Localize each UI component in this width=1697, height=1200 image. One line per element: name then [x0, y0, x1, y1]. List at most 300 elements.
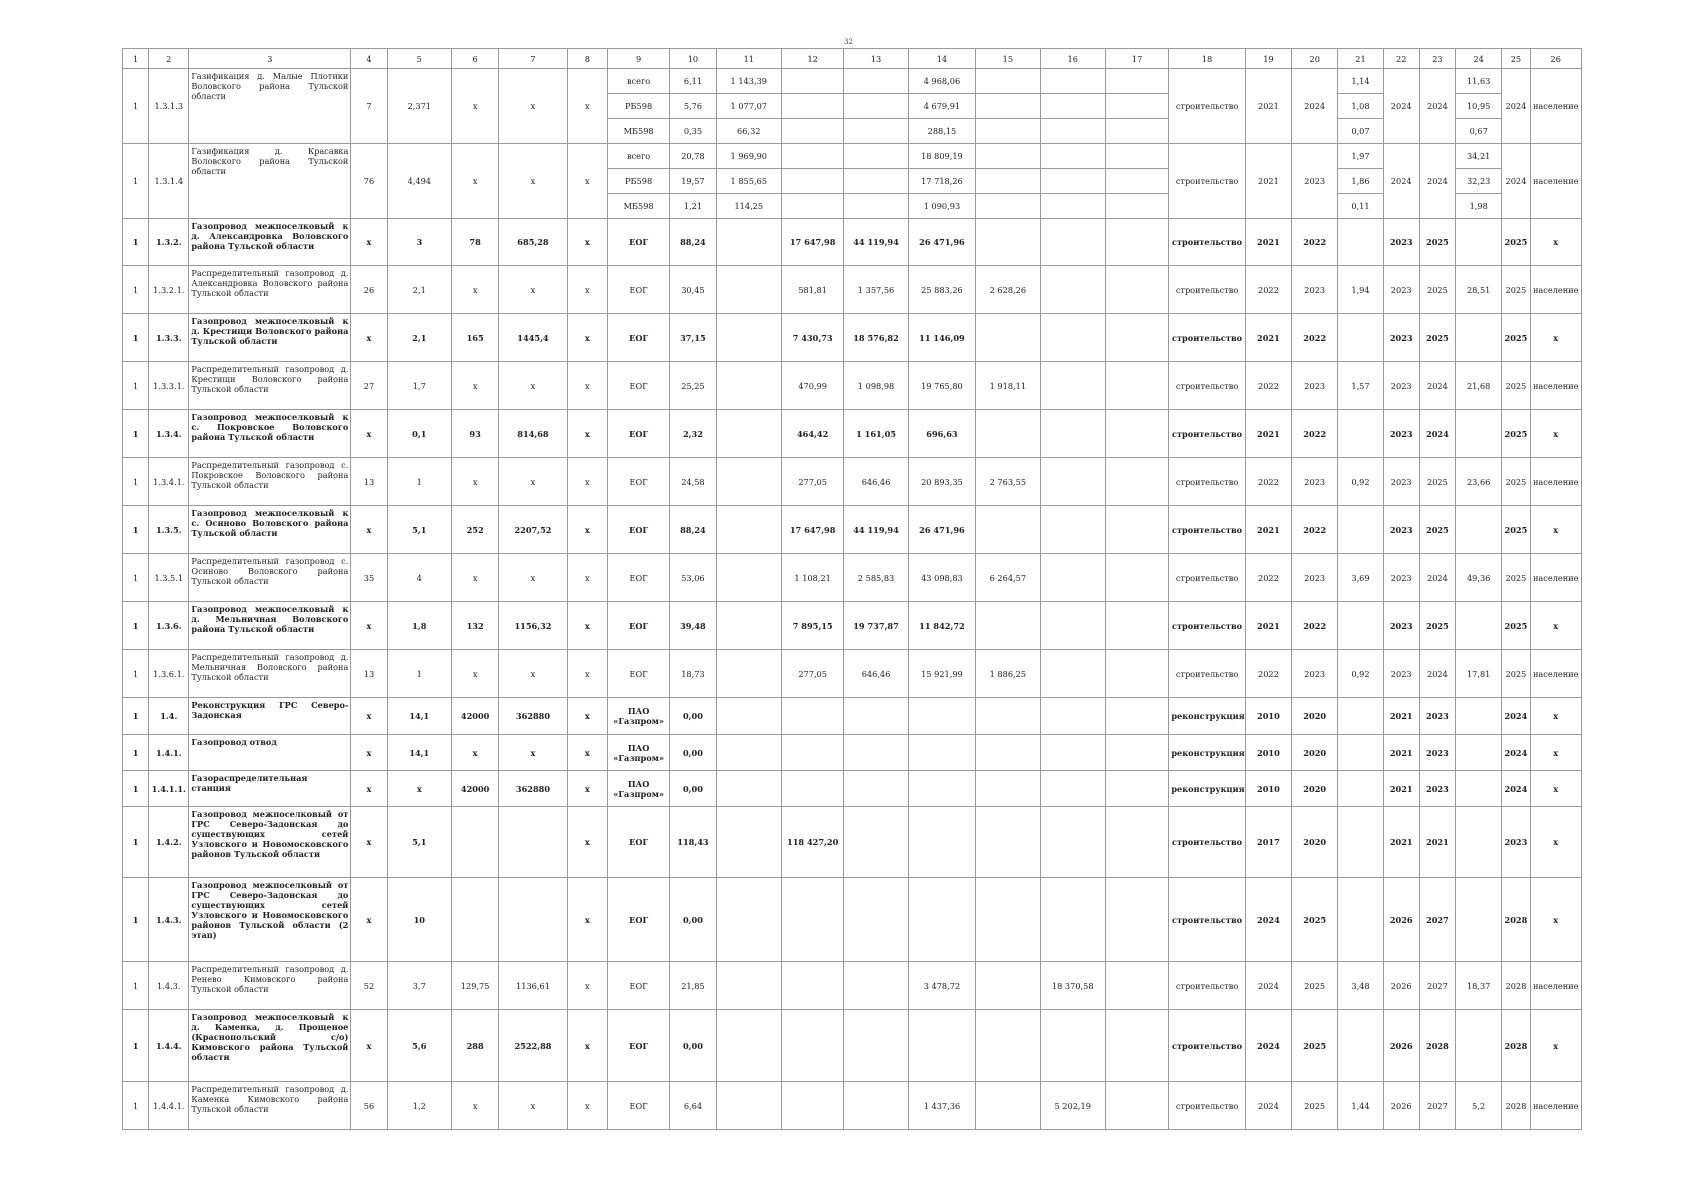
table-cell: х [499, 1082, 567, 1130]
table-cell: 1,08 [1338, 94, 1383, 119]
column-header: 10 [670, 49, 716, 69]
table-cell: Распределительный газопровод с. Покровское Воловского района Тульской области [189, 458, 351, 506]
column-header: 7 [499, 49, 567, 69]
table-cell: 1.4.3. [149, 878, 189, 962]
table-cell: 2023 [1292, 362, 1338, 410]
table-cell: 3 478,72 [908, 962, 975, 1010]
table-cell [716, 962, 781, 1010]
table-cell: 1.4.1. [149, 735, 189, 771]
table-cell: 20 893,35 [908, 458, 975, 506]
table-cell: 17 647,98 [781, 506, 843, 554]
table-cell: 37,15 [670, 314, 716, 362]
table-cell: 1 855,65 [716, 169, 781, 194]
table-cell [1338, 602, 1383, 650]
table-cell: 1.4.2. [149, 807, 189, 878]
table-cell: 470,99 [781, 362, 843, 410]
table-cell: Распределительный газопровод д. Александровка Воловского района Тульской области [189, 266, 351, 314]
table-cell: 1 [387, 650, 451, 698]
table-cell [844, 807, 908, 878]
table-cell [1040, 506, 1105, 554]
table-cell: 1 [123, 410, 149, 458]
table-cell: 27 [351, 362, 387, 410]
table-cell: 2021 [1383, 735, 1419, 771]
table-cell: 19,57 [670, 169, 716, 194]
table-cell [781, 94, 843, 119]
table-cell: 21,68 [1456, 362, 1502, 410]
table-row [123, 807, 1582, 878]
table-cell [976, 602, 1040, 650]
table-cell [908, 698, 975, 735]
table-cell: ЕОГ [607, 314, 669, 362]
column-header: 24 [1456, 49, 1502, 69]
table-cell: 1 [123, 735, 149, 771]
table-cell: 18 576,82 [844, 314, 908, 362]
table-cell [781, 1082, 843, 1130]
table-cell: 1,44 [1338, 1082, 1383, 1130]
table-cell: 10 [387, 878, 451, 962]
table-cell: 44 119,94 [844, 219, 908, 266]
table-cell: 2022 [1292, 410, 1338, 458]
table-cell: 4 [387, 554, 451, 602]
table-cell [1040, 362, 1105, 410]
table-cell: 2,371 [387, 69, 451, 144]
table-cell: 1 [123, 807, 149, 878]
table-cell: 2023 [1383, 554, 1419, 602]
table-cell: ЕОГ [607, 962, 669, 1010]
table-cell [908, 735, 975, 771]
table-cell: 2023 [1383, 219, 1419, 266]
table-cell: 2022 [1292, 506, 1338, 554]
table-cell [716, 314, 781, 362]
table-cell: 1.4.4.1. [149, 1082, 189, 1130]
table-cell: ЕОГ [607, 458, 669, 506]
table-cell: 0,35 [670, 119, 716, 144]
table-cell: 1 [123, 554, 149, 602]
table-cell: 0,92 [1338, 458, 1383, 506]
table-cell: МБ598 [607, 119, 669, 144]
table-cell: 1 [123, 458, 149, 506]
table-cell: х [1530, 1010, 1582, 1082]
table-cell: 2024 [1419, 410, 1455, 458]
table-cell: 2022 [1245, 362, 1291, 410]
table-cell [716, 410, 781, 458]
table-cell: х [451, 362, 498, 410]
table-cell: 2026 [1383, 878, 1419, 962]
table-cell: 2023 [1383, 362, 1419, 410]
table-cell: 2023 [1292, 266, 1338, 314]
table-cell: 2022 [1245, 266, 1291, 314]
table-cell: 2024 [1502, 771, 1530, 807]
table-cell: х [499, 144, 567, 219]
table-cell: 2024 [1419, 362, 1455, 410]
table-cell [1105, 169, 1168, 194]
table-cell [976, 1010, 1040, 1082]
table-cell: 35 [351, 554, 387, 602]
table-row [123, 1082, 1582, 1130]
table-row [123, 266, 1582, 314]
table-cell: 4 968,06 [908, 69, 975, 94]
column-header: 20 [1292, 49, 1338, 69]
table-cell: 165 [451, 314, 498, 362]
table-cell [1040, 314, 1105, 362]
column-header: 22 [1383, 49, 1419, 69]
table-row [123, 878, 1582, 962]
table-cell: 464,42 [781, 410, 843, 458]
table-cell: 2023 [1383, 650, 1419, 698]
table-cell: 20,78 [670, 144, 716, 169]
table-cell: 1,94 [1338, 266, 1383, 314]
table-cell: 114,25 [716, 194, 781, 219]
table-cell: РБ598 [607, 169, 669, 194]
gas-projects-table [122, 48, 1582, 1130]
table-cell: ЕОГ [607, 554, 669, 602]
table-cell: 25,25 [670, 362, 716, 410]
table-cell [844, 878, 908, 962]
table-cell: 277,05 [781, 650, 843, 698]
table-cell: х [1530, 602, 1582, 650]
table-cell: х [1530, 735, 1582, 771]
table-cell: строительство [1169, 362, 1245, 410]
table-cell: 2024 [1292, 69, 1338, 144]
table-cell: 1 [123, 144, 149, 219]
table-cell [976, 219, 1040, 266]
table-cell: 2024 [1419, 69, 1455, 144]
table-cell: 646,46 [844, 458, 908, 506]
table-cell: строительство [1169, 878, 1245, 962]
column-header: 2 [149, 49, 189, 69]
table-cell: 19 765,80 [908, 362, 975, 410]
table-cell [844, 962, 908, 1010]
table-cell: 0,07 [1338, 119, 1383, 144]
table-cell [976, 735, 1040, 771]
table-cell [1105, 69, 1168, 94]
table-cell [716, 1010, 781, 1082]
table-cell [844, 169, 908, 194]
table-cell: 24,58 [670, 458, 716, 506]
table-cell: 2021 [1245, 144, 1291, 219]
table-cell: 2023 [1292, 554, 1338, 602]
table-cell: 88,24 [670, 219, 716, 266]
table-cell [1040, 602, 1105, 650]
table-cell: 1 161,05 [844, 410, 908, 458]
table-cell [844, 1082, 908, 1130]
table-cell [976, 1082, 1040, 1130]
table-cell: 2021 [1245, 69, 1291, 144]
table-cell [1456, 878, 1502, 962]
table-cell [1105, 266, 1168, 314]
table-cell [1105, 698, 1168, 735]
table-cell [1105, 1082, 1168, 1130]
table-cell: 6,11 [670, 69, 716, 94]
table-cell: РБ598 [607, 94, 669, 119]
table-cell: 2026 [1383, 1082, 1419, 1130]
table-cell: 3,7 [387, 962, 451, 1010]
table-cell [976, 119, 1040, 144]
table-cell: 1 098,98 [844, 362, 908, 410]
table-cell: х [451, 69, 498, 144]
table-cell [908, 807, 975, 878]
table-cell [844, 144, 908, 169]
table-cell: 4,494 [387, 144, 451, 219]
table-cell: 2026 [1383, 962, 1419, 1010]
table-cell: 2024 [1245, 1010, 1291, 1082]
table-cell: 0,1 [387, 410, 451, 458]
table-row [123, 602, 1582, 650]
table-cell: 2025 [1502, 362, 1530, 410]
table-cell: 1.3.4. [149, 410, 189, 458]
column-header: 18 [1169, 49, 1245, 69]
table-cell [1040, 410, 1105, 458]
table-cell: 1.3.3. [149, 314, 189, 362]
table-cell: 2522,88 [499, 1010, 567, 1082]
column-header: 16 [1040, 49, 1105, 69]
table-cell: х [451, 554, 498, 602]
table-cell: 42000 [451, 698, 498, 735]
table-cell [1456, 807, 1502, 878]
table-cell [716, 458, 781, 506]
table-cell: 2024 [1502, 735, 1530, 771]
table-cell [1338, 878, 1383, 962]
table-cell: население [1530, 69, 1582, 144]
table-cell: ЕОГ [607, 1010, 669, 1082]
table-cell: 1 [123, 362, 149, 410]
table-cell [1338, 771, 1383, 807]
table-cell: всего [607, 144, 669, 169]
table-cell: 2023 [1383, 314, 1419, 362]
table-cell [1040, 650, 1105, 698]
table-cell: население [1530, 554, 1582, 602]
table-cell: 44 119,94 [844, 506, 908, 554]
table-cell: 26 [351, 266, 387, 314]
table-cell: 49,36 [1456, 554, 1502, 602]
table-cell: х [567, 458, 607, 506]
table-cell: х [351, 219, 387, 266]
table-cell: население [1530, 266, 1582, 314]
table-row [123, 314, 1582, 362]
table-cell: 5,76 [670, 94, 716, 119]
table-cell: 2025 [1502, 458, 1530, 506]
table-cell: х [567, 650, 607, 698]
table-cell: 2021 [1245, 602, 1291, 650]
table-cell: 2021 [1245, 506, 1291, 554]
table-cell [451, 878, 498, 962]
table-cell: 2023 [1383, 602, 1419, 650]
table-cell: 2021 [1419, 807, 1455, 878]
table-cell [716, 698, 781, 735]
table-cell: х [567, 1010, 607, 1082]
table-cell: 4 679,91 [908, 94, 975, 119]
table-cell: х [451, 144, 498, 219]
table-cell: х [567, 144, 607, 219]
table-cell: 1.3.5.1 [149, 554, 189, 602]
table-cell: 2021 [1383, 698, 1419, 735]
table-cell [1105, 458, 1168, 506]
table-cell: 2024 [1419, 144, 1455, 219]
table-cell: 5,2 [1456, 1082, 1502, 1130]
column-header: 17 [1105, 49, 1168, 69]
table-cell: х [499, 266, 567, 314]
table-cell: ЕОГ [607, 362, 669, 410]
table-cell: 2022 [1245, 458, 1291, 506]
column-header: 23 [1419, 49, 1455, 69]
table-cell: 1 108,21 [781, 554, 843, 602]
table-cell [716, 554, 781, 602]
table-cell: 2010 [1245, 698, 1291, 735]
table-cell: 14,1 [387, 698, 451, 735]
table-cell: 6,64 [670, 1082, 716, 1130]
table-row [123, 771, 1582, 807]
table-cell: 2023 [1292, 458, 1338, 506]
table-cell: х [1530, 314, 1582, 362]
table-cell: 2 585,83 [844, 554, 908, 602]
table-cell [1105, 506, 1168, 554]
table-cell [1040, 94, 1105, 119]
table-cell: ЕОГ [607, 410, 669, 458]
table-cell: 2028 [1502, 1082, 1530, 1130]
table-cell: 56 [351, 1082, 387, 1130]
table-row [123, 698, 1582, 735]
table-cell [1105, 771, 1168, 807]
table-cell: х [567, 602, 607, 650]
table-cell: 2023 [1502, 807, 1530, 878]
table-cell: всего [607, 69, 669, 94]
table-cell: 2027 [1419, 878, 1455, 962]
table-cell: х [451, 1082, 498, 1130]
table-cell: 93 [451, 410, 498, 458]
table-cell: Газопровод межпоселковый к с. Осиново Воловского района Тульской области [189, 506, 351, 554]
table-cell [1338, 219, 1383, 266]
table-cell: Распределительный газопровод д. Каменка Кимовского района Тульской области [189, 1082, 351, 1130]
table-cell: Газопровод межпоселковый к д. Крестищи Воловского района Тульской области [189, 314, 351, 362]
table-cell [844, 698, 908, 735]
table-cell: 1,21 [670, 194, 716, 219]
table-cell: 0,67 [1456, 119, 1502, 144]
table-cell: 53,06 [670, 554, 716, 602]
table-cell: 696,63 [908, 410, 975, 458]
table-cell: 2024 [1245, 962, 1291, 1010]
table-cell: 2022 [1292, 219, 1338, 266]
table-cell: 2024 [1245, 878, 1291, 962]
page-number: 32 [844, 38, 853, 46]
table-cell [844, 194, 908, 219]
column-header: 12 [781, 49, 843, 69]
table-cell: строительство [1169, 807, 1245, 878]
table-cell: 26 471,96 [908, 506, 975, 554]
column-header: 1 [123, 49, 149, 69]
table-cell: 13 [351, 650, 387, 698]
table-cell: население [1530, 362, 1582, 410]
table-cell [781, 194, 843, 219]
table-cell [1105, 1010, 1168, 1082]
table-cell: 3,48 [1338, 962, 1383, 1010]
table-cell: Распределительный газопровод д. Ренево Кимовского района Тульской области [189, 962, 351, 1010]
table-cell: х [351, 878, 387, 962]
table-cell: х [567, 69, 607, 144]
table-cell: 1,8 [387, 602, 451, 650]
table-cell: 2021 [1383, 771, 1419, 807]
table-cell: 1.3.2. [149, 219, 189, 266]
table-cell: 2025 [1292, 962, 1338, 1010]
table-cell: 2025 [1419, 602, 1455, 650]
table-cell [1040, 1010, 1105, 1082]
table-cell: 11,63 [1456, 69, 1502, 94]
table-cell: 2028 [1502, 1010, 1530, 1082]
table-row [123, 458, 1582, 506]
table-cell [1105, 144, 1168, 169]
table-cell: х [1530, 807, 1582, 878]
table-cell: 1.4. [149, 698, 189, 735]
table-cell: 2,1 [387, 314, 451, 362]
table-cell: 1156,32 [499, 602, 567, 650]
table-cell: 2025 [1502, 219, 1530, 266]
table-cell [1040, 554, 1105, 602]
table-cell: 13 [351, 458, 387, 506]
table-cell: 2 628,26 [976, 266, 1040, 314]
table-cell: 7 [351, 69, 387, 144]
table-cell [844, 94, 908, 119]
table-cell: 7 895,15 [781, 602, 843, 650]
table-cell: 2024 [1419, 554, 1455, 602]
table-cell [1105, 878, 1168, 962]
table-cell [1105, 314, 1168, 362]
table-cell: х [567, 807, 607, 878]
table-cell: 2025 [1502, 602, 1530, 650]
table-cell: х [451, 266, 498, 314]
table-cell: Газопровод межпоселковый к д. Мельничная Воловского района Тульской области [189, 602, 351, 650]
table-cell [781, 1010, 843, 1082]
table-cell: 2 763,55 [976, 458, 1040, 506]
table-cell [844, 119, 908, 144]
table-cell: х [499, 69, 567, 144]
table-cell: 1,2 [387, 1082, 451, 1130]
table-cell [1040, 698, 1105, 735]
table-cell: 1.4.4. [149, 1010, 189, 1082]
table-cell: 23,66 [1456, 458, 1502, 506]
table-cell: 685,28 [499, 219, 567, 266]
table-cell: 26 471,96 [908, 219, 975, 266]
table-cell: 288 [451, 1010, 498, 1082]
table-cell: 1 143,39 [716, 69, 781, 94]
table-cell [1040, 119, 1105, 144]
table-cell: 2025 [1502, 554, 1530, 602]
table-row [123, 144, 1582, 169]
table-cell: население [1530, 650, 1582, 698]
table-cell [1040, 266, 1105, 314]
table-cell: 1 [123, 698, 149, 735]
table-cell: 2020 [1292, 735, 1338, 771]
table-cell: строительство [1169, 554, 1245, 602]
table-cell: 5,1 [387, 506, 451, 554]
column-header: 15 [976, 49, 1040, 69]
table-cell: 5,6 [387, 1010, 451, 1082]
table-cell: 30,45 [670, 266, 716, 314]
table-cell: х [351, 1010, 387, 1082]
table-cell [844, 69, 908, 94]
table-cell: 2022 [1245, 554, 1291, 602]
table-cell: х [499, 650, 567, 698]
table-cell: ЕОГ [607, 219, 669, 266]
table-cell: х [567, 506, 607, 554]
table-cell [781, 119, 843, 144]
table-cell: 1 918,11 [976, 362, 1040, 410]
table-cell [1040, 169, 1105, 194]
table-row [123, 1010, 1582, 1082]
table-cell: строительство [1169, 69, 1245, 144]
table-cell [844, 735, 908, 771]
table-cell [1456, 698, 1502, 735]
table-cell [1456, 1010, 1502, 1082]
table-cell: 2028 [1502, 878, 1530, 962]
